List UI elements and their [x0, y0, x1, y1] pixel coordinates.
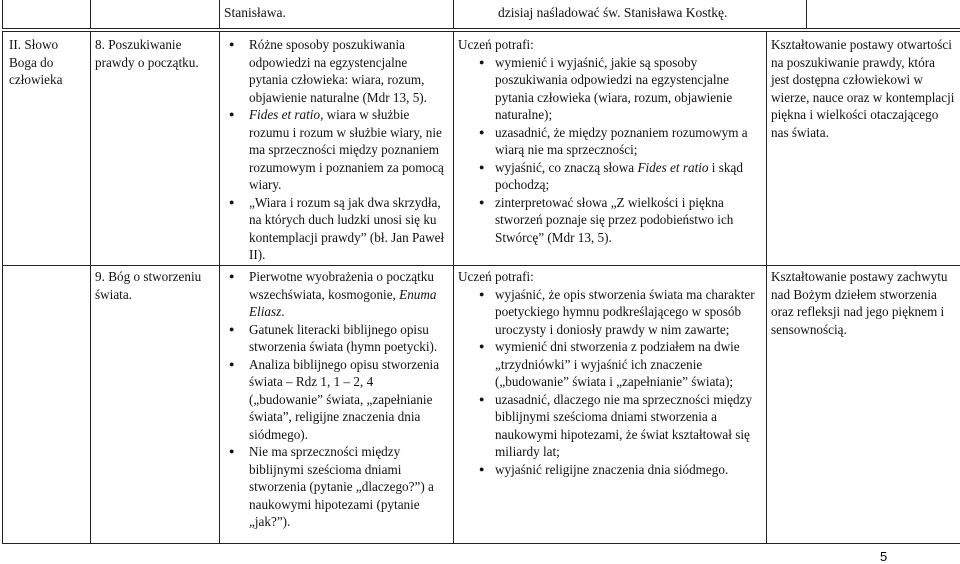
list-item [224, 106, 449, 194]
attitudes-cell [767, 266, 960, 544]
table-cell [91, 0, 220, 29]
list-item: ● Gatunek literacki biblijnego opisu stworzenia świata (hymn poetycki). [224, 321, 449, 356]
content-list [224, 268, 449, 531]
section-cell [3, 32, 91, 266]
topic-title: 9. Bóg o stworzeniu świata. [95, 269, 202, 302]
attitudes-text: Kształtowanie postawy otwartości na poszukiwanie prawdy, która jest dostępna człowiekowi w wierze, nauce oraz w kontemplacji piękna i wielkości otaczającego nas świata. [771, 37, 955, 140]
list-item: ● uzasadnić, że między poznaniem rozumowym a wiarą nie ma sprzeczności; [458, 124, 762, 159]
italic-term: Fides et ratio [637, 159, 709, 175]
list-item-text: i skąd pochodzą; [495, 159, 743, 192]
list-item: ● „Wiara i rozum są jak dwa skrzydła, na których duch ludzki unosi się ku kontemplacji prawdy” (bł. Jan Paweł II). [224, 194, 449, 264]
cell-text: Stanisława. [224, 5, 286, 20]
italic-term: Enuma Eliasz [249, 286, 437, 319]
list-item: ● Analiza biblijnego opisu stworzenia świata – Rdz 1, 1 – 2, 4 („budowanie” świata, „zapełnianie świata”, religijne znaczenia dnia siódmego). [224, 356, 449, 444]
list-item: ● Różne sposoby poszukiwania odpowiedzi na egzystencjalne pytania człowieka: wiara, rozum, objawienie naturalne (Mdr 13, 5). [224, 36, 449, 106]
table-cell [3, 0, 91, 29]
table-row [3, 0, 960, 29]
table-cell [454, 0, 807, 29]
list-item: ● wymienić i wyjaśnić, jakie są sposoby poszukiwania odpowiedzi na egzystencjalne pytania człowieka (wiara, rozum, objawienie naturalne); [458, 54, 762, 124]
list-item [224, 268, 449, 321]
cell-text: dzisiaj naśladować św. Stanisława Kostkę. [498, 5, 728, 20]
attitudes-text: Kształtowanie postawy zachwytu nad Bożym dziełem stworzenia oraz refleksji nad jego pięknem i sensownością. [771, 269, 948, 337]
topic-cell [91, 266, 220, 544]
requirements-cell [454, 266, 767, 544]
page-number: 5 [880, 549, 888, 564]
list-item-text: . [281, 304, 285, 319]
content-cell [220, 32, 454, 266]
italic-term: Fides et ratio [249, 107, 321, 122]
list-item-text: , wiara w służbie rozumu i rozum w służbie wiary, nie ma sprzeczności między poznaniem rozumowym i poznaniem za pomocą wiary. [249, 107, 444, 192]
list-item: ● Nie ma sprzeczności między biblijnymi sześcioma dniami stworzenia (pytanie „dlaczego?”) a naukowymi hipotezami (pytanie „jak?”). [224, 443, 449, 531]
requirements-intro: Uczeń potrafi: [458, 269, 534, 284]
requirements-cell [454, 32, 767, 266]
table-cell [220, 0, 454, 29]
table-cell [807, 0, 960, 29]
list-item [458, 159, 762, 194]
requirements-list [458, 286, 762, 479]
requirements-list [458, 54, 762, 247]
table-row [3, 266, 960, 544]
list-item-text: wyjaśnić, co znaczą słowa [495, 159, 638, 175]
section-cell [3, 266, 91, 544]
section-title: II. Słowo Boga do człowieka [9, 37, 63, 87]
list-item: ● uzasadnić, dlaczego nie ma sprzeczności między biblijnymi sześcioma dniami stworzenia a naukowymi hipotezami, że świat kształtował się miliardy lat; [458, 391, 762, 461]
list-item: ● wyjaśnić religijne znaczenia dnia siódmego. [458, 461, 762, 479]
topic-title: 8. Poszukiwanie prawdy o początku. [95, 37, 199, 70]
content-list [224, 36, 449, 264]
list-item: ● wymienić dni stworzenia z podziałem na dwie „trzydniówki” i wyjaśnić ich znaczenie („budowanie” świata i „zapełnianie” świata); [458, 338, 762, 391]
curriculum-table [2, 31, 960, 544]
content-cell [220, 266, 454, 544]
list-item-text: Pierwotne wyobrażenia o początku wszechświata, kosmogonie, [249, 269, 434, 302]
topic-cell [91, 32, 220, 266]
list-item: ● zinterpretować słowa „Z wielkości i piękna stworzeń poznaje się przez podobieństwo ich Stwórcę” (Mdr 13, 5). [458, 194, 762, 247]
continuation-table [2, 0, 960, 29]
attitudes-cell [767, 32, 960, 266]
requirements-intro: Uczeń potrafi: [458, 37, 534, 52]
table-row [3, 32, 960, 266]
list-item: ● wyjaśnić, że opis stworzenia świata ma charakter poetyckiego hymnu podkreślającego w sposób uroczysty i doniosły prawdy w nim zawarte; [458, 286, 762, 339]
